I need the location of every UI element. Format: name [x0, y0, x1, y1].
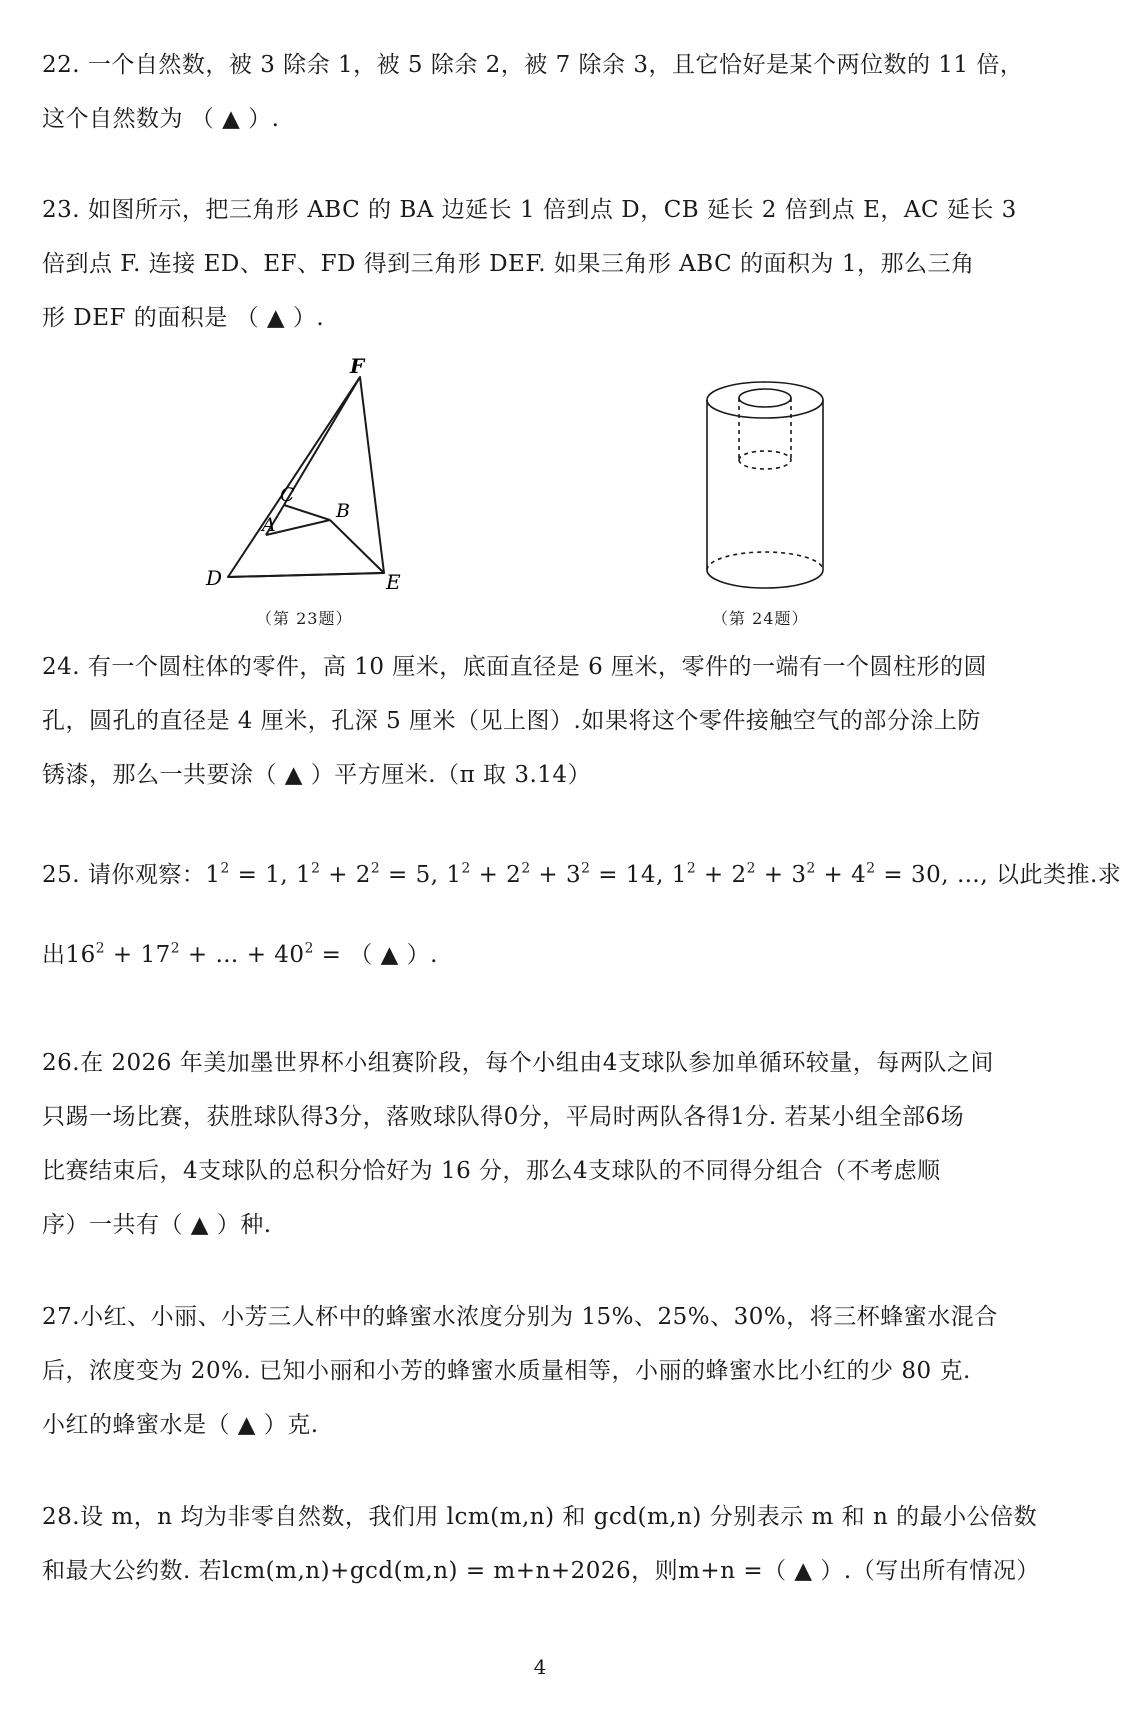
q25-formula-2-exponent: 2 — [95, 940, 106, 957]
question-26-line-3: 比赛结束后，4支球队的总积分恰好为 16 分，那么4支球队的不同得分组合（不考虑顺 — [42, 1158, 941, 1184]
hole-bottom-back — [739, 451, 791, 460]
q25-formula-2-term: + … + 40 — [180, 942, 305, 968]
question-25-formula-1 — [205, 862, 1121, 888]
question-28-line-1: 28.设 m，n 均为非零自然数，我们用 lcm(m,n) 和 gcd(m,n) 分别表示 m 和 n 的最小公倍数 — [42, 1504, 1038, 1530]
question-23-line-1: 23. 如图所示，把三角形 ABC 的 BA 边延长 1 倍到点 D，CB 延长 2 倍到点 E，AC 延长 3 — [42, 197, 1017, 223]
q25-formula-1-exponent: 2 — [220, 860, 230, 877]
question-25-line-1 — [42, 848, 1121, 902]
question-26-line-4: 序）一共有（ ▲ ）种. — [42, 1212, 272, 1238]
q25-formula-2-exponent: 2 — [304, 940, 314, 957]
segment-d-e — [228, 573, 384, 577]
question-26-line-1: 26.在 2026 年美加墨世界杯小组赛阶段，每个小组由4支球队参加单循环较量，每两队之间 — [42, 1050, 994, 1076]
hole-bottom-front — [739, 460, 791, 469]
question-24-line-3: 锈漆，那么一共要涂（ ▲ ）平方厘米.（π 取 3.14） — [42, 762, 592, 788]
figure-24-caption: （第 24题） — [712, 609, 809, 628]
question-27-line-3: 小红的蜂蜜水是（ ▲ ）克. — [42, 1412, 319, 1438]
q25-formula-1-term: = 30, …, 以此类推.求 — [875, 862, 1121, 888]
q25-formula-1-term: + 2 — [320, 862, 371, 888]
q25-formula-1-term: + 3 — [530, 862, 582, 888]
question-24 — [42, 640, 1032, 802]
question-25-line-2-prefix: 出 — [42, 942, 66, 968]
figure-24-cylinder-diagram — [690, 370, 860, 590]
question-24-line-1: 24. 有一个圆柱体的零件，高 10 厘米，底面直径是 6 厘米，零件的一端有一个圆柱形的圆 — [42, 654, 988, 680]
q25-formula-1-exponent: 2 — [806, 860, 816, 877]
question-23 — [42, 183, 1032, 345]
question-25-prefix: 25. 请你观察： — [42, 862, 206, 888]
question-27-line-2: 后，浓度变为 20%. 已知小丽和小芳的蜂蜜水质量相等，小丽的蜂蜜水比小红的少 80 克. — [42, 1358, 971, 1384]
q25-formula-2-exponent: 2 — [170, 940, 181, 957]
question-22 — [42, 38, 1032, 146]
q25-formula-1-exponent: 2 — [370, 860, 381, 877]
question-25-formula-2 — [66, 942, 438, 968]
q25-formula-2-term: 16 — [65, 942, 96, 968]
cylinder-bottom-back — [707, 552, 823, 570]
question-23-line-3: 形 DEF 的面积是 （ ▲ ）. — [42, 305, 325, 331]
figure-23-triangle-diagram — [200, 355, 440, 595]
question-25 — [42, 848, 1121, 902]
label-e: E — [386, 570, 401, 594]
q25-formula-2-term: = （ ▲ ）. — [313, 942, 438, 968]
question-27 — [42, 1290, 1032, 1452]
q25-formula-1-exponent: 2 — [866, 860, 876, 877]
figure-23-caption: （第 23题） — [256, 609, 353, 628]
label-f: F — [350, 354, 365, 378]
q25-formula-1-term: = 1, 1 — [229, 862, 312, 888]
page-number: 4 — [533, 1655, 547, 1679]
q25-formula-1-term: + 2 — [696, 862, 747, 888]
question-23-line-2: 倍到点 F. 连接 ED、EF、FD 得到三角形 DEF. 如果三角形 ABC 的面积为 1，那么三角 — [42, 251, 975, 277]
q25-formula-1-term: = 14, 1 — [590, 862, 687, 888]
cylinder-top-ellipse — [707, 382, 823, 418]
question-28 — [42, 1490, 1040, 1598]
question-22-line-1: 22. 一个自然数，被 3 除余 1，被 5 除余 2，被 7 除余 3，且它恰好是某个两位数的 11 倍， — [42, 52, 1024, 78]
q25-formula-1-exponent: 2 — [746, 860, 756, 877]
q25-formula-1-term: + 3 — [755, 862, 807, 888]
q25-formula-1-term: 1 — [205, 862, 221, 888]
question-22-line-2: 这个自然数为 （ ▲ ）. — [42, 106, 280, 132]
label-c: C — [280, 484, 295, 506]
q25-formula-1-exponent: 2 — [521, 860, 531, 877]
segment-c-f — [284, 377, 360, 505]
segment-c-b — [284, 505, 330, 520]
question-24-line-2: 孔，圆孔的直径是 4 厘米，孔深 5 厘米（见上图）.如果将这个零件接触空气的部分涂上防 — [42, 708, 981, 734]
segment-b-e — [330, 520, 384, 573]
label-d: D — [206, 566, 223, 590]
hole-top-ellipse — [739, 389, 791, 407]
q25-formula-1-exponent: 2 — [686, 860, 697, 877]
question-25-line-2 — [42, 928, 1032, 982]
triangle-def — [228, 377, 384, 577]
question-26 — [42, 1036, 1032, 1252]
question-25-continued — [42, 928, 1032, 982]
label-b: B — [336, 500, 350, 522]
question-27-line-1: 27.小红、小丽、小芳三人杯中的蜂蜜水浓度分别为 15%、25%、30%，将三杯蜂蜜水混合 — [42, 1304, 998, 1330]
q25-formula-1-exponent: 2 — [461, 860, 471, 877]
q25-formula-1-term: + 2 — [470, 862, 522, 888]
q25-formula-1-term: + 4 — [815, 862, 867, 888]
q25-formula-2-term: + 17 — [105, 942, 171, 968]
label-a: A — [262, 514, 276, 536]
cylinder-bottom-front — [707, 570, 823, 588]
q25-formula-1-term: = 5, 1 — [380, 862, 462, 888]
q25-formula-1-exponent: 2 — [581, 860, 591, 877]
question-28-line-2: 和最大公约数. 若lcm(m,n)+gcd(m,n) = m+n+2026，则m+n =（ ▲ ）.（写出所有情况） — [42, 1558, 1040, 1584]
question-26-line-2: 只踢一场比赛，获胜球队得3分，落败球队得0分，平局时两队各得1分. 若某小组全部6场 — [42, 1104, 965, 1130]
q25-formula-1-exponent: 2 — [311, 860, 321, 877]
